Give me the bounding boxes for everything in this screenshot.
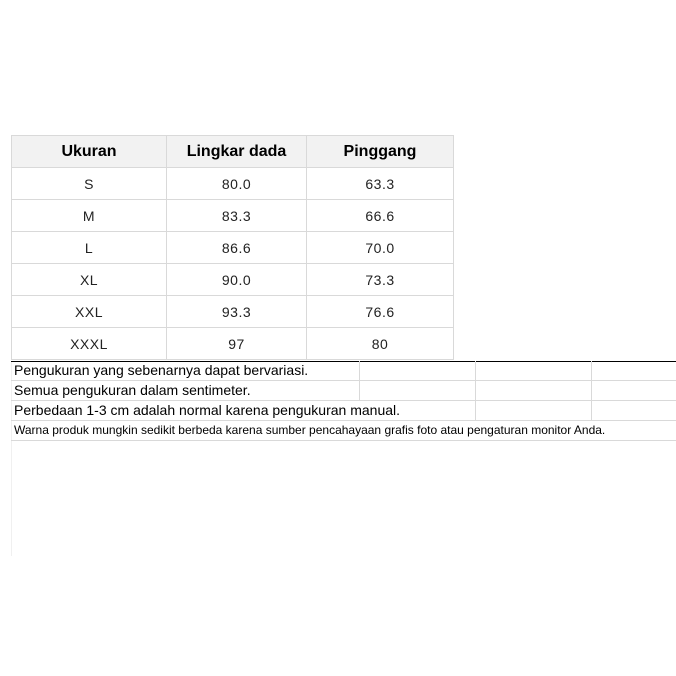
cell-chest: 90.0 [167, 264, 307, 296]
cell-waist: 70.0 [307, 232, 454, 264]
grid-line [359, 361, 360, 380]
table-row [12, 232, 454, 264]
cell-chest: 83.3 [167, 200, 307, 232]
header-size: Ukuran [12, 136, 167, 168]
cell-size: L [12, 232, 167, 264]
cell-chest: 80.0 [167, 168, 307, 200]
grid-line [475, 401, 476, 420]
cell-waist: 80 [307, 328, 454, 360]
note-text: Semua pengukuran dalam sentimeter. [14, 382, 251, 398]
size-chart-table [11, 135, 454, 360]
cell-size: XXL [12, 296, 167, 328]
note-text: Perbedaan 1-3 cm adalah normal karena pengukuran manual. [14, 402, 401, 418]
table-row [12, 168, 454, 200]
cell-chest: 93.3 [167, 296, 307, 328]
cell-waist: 76.6 [307, 296, 454, 328]
table-row [12, 200, 454, 232]
grid-line [359, 381, 360, 400]
cell-size: M [12, 200, 167, 232]
note-text: Warna produk mungkin sedikit berbeda karena sumber pencahayaan grafis foto atau pengaturan monitor Anda. [14, 423, 606, 437]
cell-size: XL [12, 264, 167, 296]
table-row [12, 264, 454, 296]
note-row [11, 381, 676, 401]
grid-line [475, 361, 476, 380]
note-row [11, 421, 676, 441]
grid-line [591, 361, 592, 380]
cell-waist: 63.3 [307, 168, 454, 200]
cell-waist: 73.3 [307, 264, 454, 296]
cell-chest: 86.6 [167, 232, 307, 264]
cell-waist: 66.6 [307, 200, 454, 232]
header-chest: Lingkar dada [167, 136, 307, 168]
table-header-row [12, 136, 454, 168]
cell-chest: 97 [167, 328, 307, 360]
table-row [12, 328, 454, 360]
grid-line [591, 381, 592, 400]
header-waist: Pinggang [307, 136, 454, 168]
note-row [11, 401, 676, 421]
grid-line [591, 401, 592, 420]
table-row [12, 296, 454, 328]
cell-size: XXXL [12, 328, 167, 360]
notes-section [11, 361, 676, 441]
cell-size: S [12, 168, 167, 200]
grid-line [475, 381, 476, 400]
note-row [11, 361, 676, 381]
note-text: Pengukuran yang sebenarnya dapat bervariasi. [14, 362, 309, 378]
